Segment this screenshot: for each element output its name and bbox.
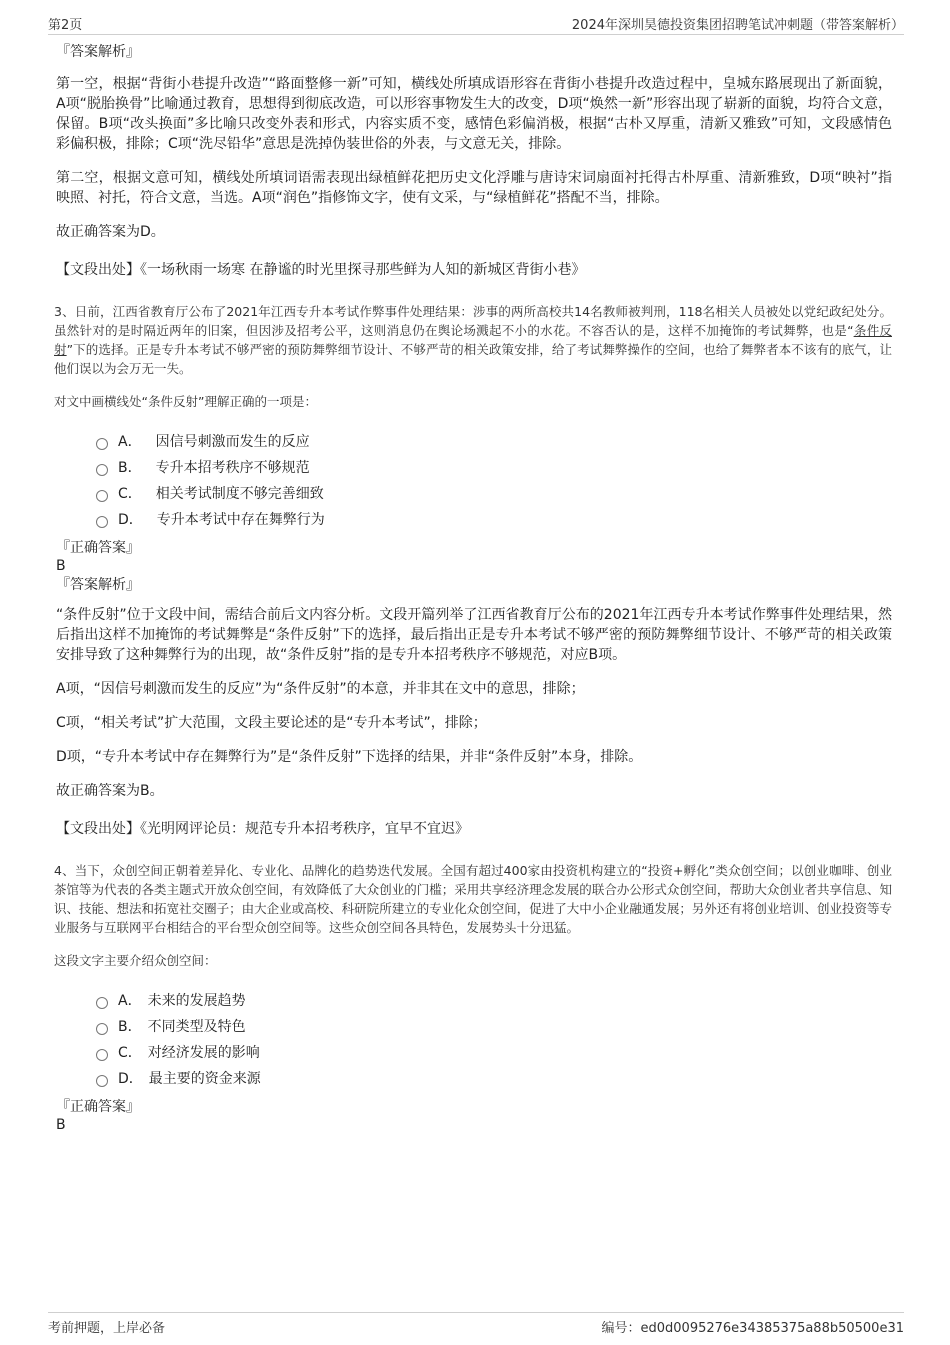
q3-analysis-para-4: D项，“专升本考试中存在舞弊行为”是“条件反射”下选择的结果，并非“条件反射”本身，排除。 bbox=[56, 749, 643, 765]
q3-option-c[interactable]: C． 相关考试制度不够完善细致 bbox=[96, 481, 892, 507]
q4-option-a[interactable]: A． 未来的发展趋势 bbox=[96, 988, 892, 1014]
q3-answer: B bbox=[56, 558, 66, 574]
page-content bbox=[56, 42, 892, 1134]
radio-icon[interactable] bbox=[96, 1023, 108, 1035]
q3-analysis-para-1: “条件反射”位于文段中间，需结合前后文内容分析。文段开篇列举了江西省教育厅公布的2021年江西专升本考试作弊事件处理结果，然后指出这样不加掩饰的考试舞弊是“条件反射”下的选择，最后指出正是专升本考试不够严密的预防舞弊细节设计、不够严苛的相关政策安排导致了这种舞弊行为的出现，故“条件反射”指的是专升本招考秩序不够规范，对应B项。 bbox=[56, 607, 892, 663]
radio-icon[interactable] bbox=[96, 464, 108, 476]
page-header bbox=[48, 12, 904, 35]
footer-motto: 考前押题，上岸必备 bbox=[48, 1321, 166, 1336]
q3-question: 对文中画横线处“条件反射”理解正确的一项是： bbox=[54, 394, 317, 409]
radio-icon[interactable] bbox=[96, 1075, 108, 1087]
q3-option-b[interactable]: B． 专升本招考秩序不够规范 bbox=[96, 455, 892, 481]
q4-option-c[interactable]: C． 对经济发展的影响 bbox=[96, 1040, 892, 1066]
q2-analysis-para-1: 第一空，根据“背街小巷提升改造”“路面整修一新”可知，横线处所填成语形容在背街小巷提升改造过程中，皇城东路展现出了新面貌，A项“脱胎换骨”比喻通过教育，思想得到彻底改造，可以形容事物发生大的改变，D项“焕然一新”形容出现了崭新的面貌，均符合文意，保留。B项“改头换面”多比喻只改变外表和形式，内容实质不变，感情色彩偏消极，根据“古朴又厚重，清新又雅致”可知，文段感情色彩偏积极，排除；C项“洗尽铅华”意思是洗掉伪装世俗的外表，与文意无关，排除。 bbox=[56, 76, 892, 152]
radio-icon[interactable] bbox=[96, 516, 108, 528]
q3-option-d[interactable]: D． 专升本考试中存在舞弊行为 bbox=[96, 507, 892, 533]
q3-underlined-term: 条件反射 bbox=[54, 323, 892, 357]
q2-conclusion: 故正确答案为D。 bbox=[56, 224, 165, 240]
q4-answer-tag: 『正确答案』 bbox=[56, 1099, 140, 1115]
q3-options bbox=[96, 429, 892, 533]
page-number: 第2页 bbox=[48, 18, 83, 33]
q4-answer: B bbox=[56, 1117, 66, 1133]
q3-conclusion: 故正确答案为B。 bbox=[56, 783, 164, 799]
footer-serial: 编号：ed0d0095276e34385375a88b50500e31 bbox=[601, 1321, 904, 1336]
q3-source: 【文段出处】《光明网评论员：规范专升本招考秩序，宜早不宜迟》 bbox=[56, 821, 469, 837]
q4-options bbox=[96, 988, 892, 1092]
radio-icon[interactable] bbox=[96, 1049, 108, 1061]
q2-analysis-tag: 『答案解析』 bbox=[56, 44, 140, 60]
q3-answer-tag: 『正确答案』 bbox=[56, 540, 140, 556]
q4-question: 这段文字主要介绍众创空间： bbox=[54, 953, 217, 968]
document-title: 2024年深圳昊德投资集团招聘笔试冲刺题（带答案解析） bbox=[571, 18, 904, 33]
q4-stem: 4、当下，众创空间正朝着差异化、专业化、品牌化的趋势迭代发展。全国有超过400家由投资机构建立的“投资+孵化”类众创空间；以创业咖啡、创业茶馆等为代表的各类主题式开放众创空间，有效降低了大众创业的门槛；采用共享经济理念发展的联合办公形式众创空间，帮助大众创业者共享信息、知识、技能、想法和拓宽社交圈子；由大企业或高校、科研院所建立的专业化众创空间，促进了大中小企业融通发展；另外还有将创业培训、创业投资等专业服务与互联网平台相结合的平台型众创空间等。这些众创空间各具特色，发展势头十分迅猛。 bbox=[54, 863, 892, 935]
q3-analysis-para-3: C项，“相关考试”扩大范围，文段主要论述的是“专升本考试”，排除； bbox=[56, 715, 487, 731]
q3-analysis-para-2: A项，“因信号刺激而发生的反应”为“条件反射”的本意，并非其在文中的意思，排除； bbox=[56, 681, 585, 697]
q2-analysis-para-2: 第二空，根据文意可知，横线处所填词语需表现出绿植鲜花把历史文化浮雕与唐诗宋词扇面衬托得古朴厚重、清新雅致，D项“映衬”指映照、衬托，符合文意，当选。A项“润色”指修饰文字，使有文采，与“绿植鲜花”搭配不当，排除。 bbox=[56, 170, 892, 206]
q3-stem: 3、日前，江西省教育厅公布了2021年江西专升本考试作弊事件处理结果：涉事的两所高校共14名教师被判刑，118名相关人员被处以党纪政纪处分。虽然针对的是时隔近两年的旧案，但因涉及招考公平，这则消息仍在舆论场溅起不小的水花。不容否认的是，这样不加掩饰的考试舞弊，也是“条件反射”下的选择。正是专升本考试不够严密的预防舞弊细节设计、不够严苛的相关政策安排，给了考试舞弊操作的空间，也给了舞弊者本不该有的底气，让他们误以为会万无一失。 bbox=[54, 304, 892, 376]
q3-option-a[interactable]: A． 因信号刺激而发生的反应 bbox=[96, 429, 892, 455]
q4-option-d[interactable]: D． 最主要的资金来源 bbox=[96, 1066, 892, 1092]
radio-icon[interactable] bbox=[96, 490, 108, 502]
q4-option-b[interactable]: B． 不同类型及特色 bbox=[96, 1014, 892, 1040]
page-footer bbox=[48, 1312, 904, 1336]
q3-analysis-tag: 『答案解析』 bbox=[56, 577, 140, 593]
radio-icon[interactable] bbox=[96, 997, 108, 1009]
q2-source: 【文段出处】《一场秋雨一场寒 在静谧的时光里探寻那些鲜为人知的新城区背街小巷》 bbox=[56, 262, 586, 278]
radio-icon[interactable] bbox=[96, 438, 108, 450]
serial-number: ed0d0095276e34385375a88b50500e31 bbox=[640, 1321, 904, 1336]
